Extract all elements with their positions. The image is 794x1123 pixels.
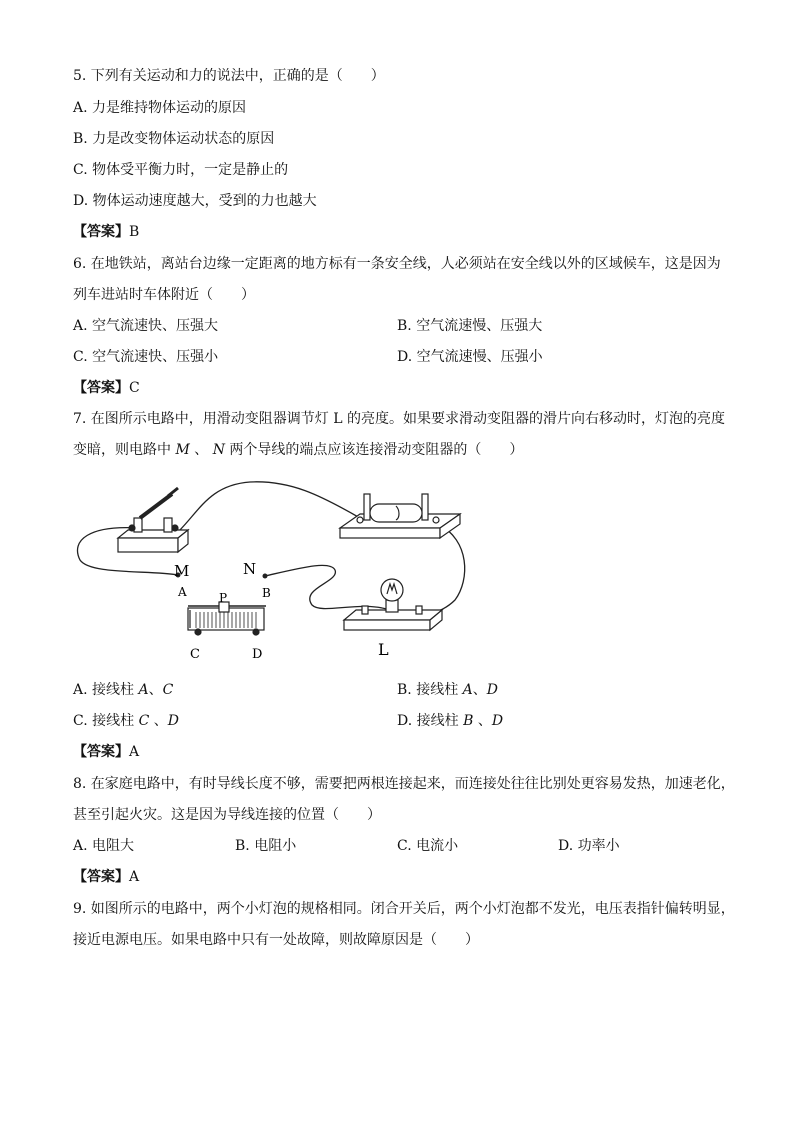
- answer-tag: 【答案】: [73, 224, 129, 240]
- answer-tag: 【答案】: [73, 744, 129, 760]
- q7-var-m: M: [175, 442, 190, 458]
- option-prefix: A. 接线柱: [73, 682, 139, 698]
- option-sep: 、: [149, 713, 168, 729]
- q7-stem-line2: [73, 440, 523, 460]
- q9-stem-line1: 9. 如图所示的电路中，两个小灯泡的规格相同。闭合开关后，两个小灯泡都不发光，电压表指针偏转明显，: [73, 901, 735, 917]
- rheostat-top: [340, 494, 460, 538]
- q8-stem-line1: 8. 在家庭电路中，有时导线长度不够，需要把两根连接起来，而连接处往往比别处更容易发热，加速老化，: [73, 776, 735, 792]
- terminal-2: D: [491, 713, 504, 729]
- q7-stem-text: 变暗，则电路中: [73, 442, 176, 458]
- knife-switch: [118, 488, 188, 552]
- q7-option-b: [397, 680, 498, 700]
- wire-switch-rheostat: [178, 482, 360, 532]
- q7-circuit-figure: [60, 470, 480, 670]
- q6-stem-line1: 6. 在地铁站，离站台边缘一定距离的地方标有一条安全线，人必须站在安全线以外的区域候车，这是因为: [73, 256, 721, 272]
- q8-answer: [73, 867, 139, 887]
- q8-option-b: B. 电阻小: [235, 838, 297, 854]
- label-c: C: [190, 647, 200, 662]
- option-sep: 、: [472, 682, 487, 698]
- q7-option-d: [397, 711, 503, 731]
- answer-value: A: [129, 869, 140, 885]
- q5-option-d: D. 物体运动速度越大，受到的力也越大: [73, 193, 317, 209]
- q9-stem-line2: 接近电源电压。如果电路中只有一处故障，则故障原因是（ ）: [73, 932, 479, 948]
- answer-value: C: [129, 380, 140, 396]
- q7-var-n: N: [212, 442, 225, 458]
- q7-sep: 、: [189, 442, 213, 458]
- answer-value: A: [129, 744, 140, 760]
- label-a: A: [178, 585, 187, 599]
- q7-option-c: [73, 711, 179, 731]
- answer-tag: 【答案】: [73, 380, 129, 396]
- q8-option-c: C. 电流小: [397, 838, 459, 854]
- answer-tag: 【答案】: [73, 869, 129, 885]
- label-d: D: [252, 647, 263, 662]
- wire-n-lamp: [265, 565, 390, 610]
- label-l: L: [378, 640, 389, 659]
- q7-stem-line1: 7. 在图所示电路中，用滑动变阻器调节灯 L 的亮度。如果要求滑动变阻器的滑片向右移动时，灯泡的亮度: [73, 411, 726, 427]
- q5-option-a: A. 力是维持物体运动的原因: [73, 100, 247, 116]
- terminal-2: D: [486, 682, 498, 698]
- q7-option-a: [73, 680, 173, 700]
- label-p: P: [219, 591, 228, 605]
- option-prefix: C. 接线柱: [73, 713, 139, 729]
- q5-option-b: B. 力是改变物体运动状态的原因: [73, 131, 275, 147]
- q5-option-c: C. 物体受平衡力时，一定是静止的: [73, 162, 289, 178]
- option-sep: 、: [473, 713, 492, 729]
- terminal-1: C: [138, 713, 150, 729]
- q5-stem: 5. 下列有关运动和力的说法中，正确的是（ ）: [73, 68, 385, 84]
- slide-rheostat: [188, 602, 266, 635]
- q7-stem-text-end: 两个导线的端点应该连接滑动变阻器的（ ）: [224, 442, 524, 458]
- q6-option-b: B. 空气流速慢、压强大: [397, 318, 543, 334]
- q6-option-d: D. 空气流速慢、压强小: [397, 349, 543, 365]
- q6-option-a: A. 空气流速快、压强大: [73, 318, 219, 334]
- terminal-1: A: [138, 682, 149, 698]
- answer-value: B: [129, 224, 140, 240]
- label-n: N: [243, 560, 257, 578]
- terminal-2: D: [167, 713, 179, 729]
- q6-answer: [73, 378, 140, 398]
- q6-option-c: C. 空气流速快、压强小: [73, 349, 219, 365]
- q8-option-a: A. 电阻大: [73, 838, 135, 854]
- terminal-1: A: [462, 682, 473, 698]
- q7-answer: [73, 742, 139, 762]
- option-prefix: D. 接线柱: [397, 713, 464, 729]
- label-b: B: [262, 586, 271, 600]
- q8-stem-line2: 甚至引起火灾。这是因为导线连接的位置（ ）: [73, 807, 381, 823]
- q5-answer: [73, 222, 139, 242]
- terminal-1: B: [463, 713, 474, 729]
- option-sep: 、: [148, 682, 163, 698]
- option-prefix: B. 接线柱: [397, 682, 463, 698]
- label-m: M: [174, 562, 190, 580]
- q8-option-d: D. 功率小: [558, 838, 620, 854]
- terminal-2: C: [162, 682, 174, 698]
- lamp-board: [344, 579, 442, 630]
- q6-stem-line2: 列车进站时车体附近（ ）: [73, 287, 255, 303]
- terminal-n: [263, 574, 268, 579]
